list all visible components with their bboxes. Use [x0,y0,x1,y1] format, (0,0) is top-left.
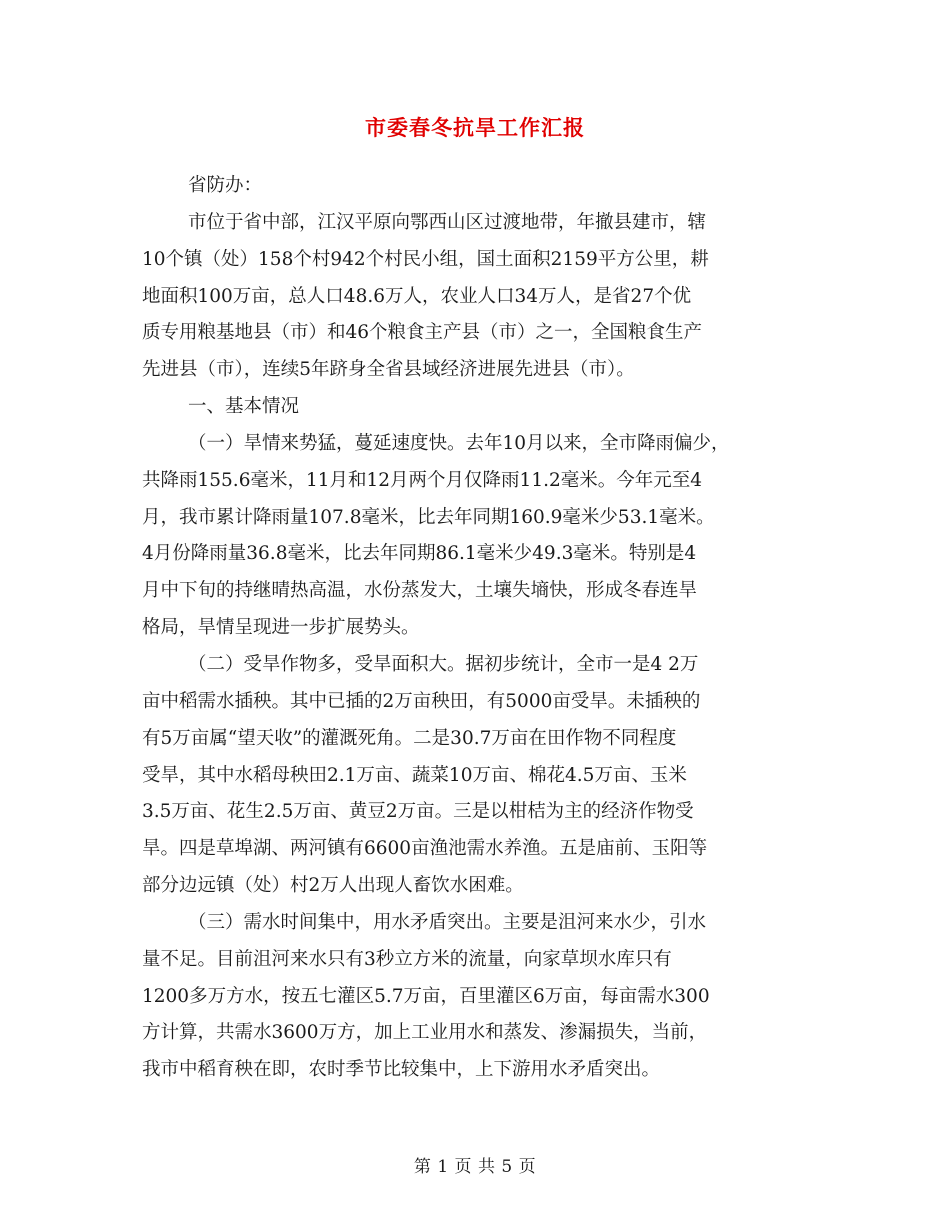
document-title: 市委春冬抗旱工作汇报 [365,116,585,140]
paragraph-line: 月，我市累计降雨量107.8毫米，比去年同期160.9毫米少53.1毫米。 [142,506,715,528]
paragraph-line: 我市中稻育秧在即，农时季节比较集中，上下游用水矛盾突出。 [142,1059,661,1081]
paragraph-line: 1200多万方水，按五七灌区5.7万亩，百里灌区6万亩，每亩需水300 [142,985,710,1007]
paragraph-line: 有5万亩属“望天收”的灌溉死角。二是30.7万亩在田作物不同程度 [142,727,677,749]
paragraph-line: 市位于省中部，江汉平原向鄂西山区过渡地带，年撤县建市，辖 [188,211,707,233]
paragraph-line: 共降雨155.6毫米，11月和12月两个月仅降雨11.2毫米。今年元至4 [142,469,703,491]
paragraph-line: 10个镇（处）158个村942个村民小组，国土面积2159平方公里，耕 [142,248,709,270]
salutation-line: 省防办： [188,175,263,196]
paragraph-line: （一）旱情来势猛，蔓延速度快。去年10月以来，全市降雨偏少， [188,432,730,454]
paragraph-line: 月中下旬的持继晴热高温，水份蒸发大，土壤失墒快，形成冬春连旱 [142,580,698,602]
document-body [142,168,802,1089]
paragraph-line: （三）需水时间集中，用水矛盾突出。主要是沮河来水少，引水 [188,911,707,933]
paragraph-line: 3.5万亩、花生2.5万亩、黄豆2万亩。三是以柑桔为主的经济作物受 [142,801,694,823]
paragraph-line: 先进县（市），连续5年跻身全省县域经济进展先进县（市）。 [142,359,635,381]
paragraph-line: 旱。四是草埠湖、两河镇有6600亩渔池需水养渔。五是庙前、玉阳等 [142,838,708,860]
paragraph-line: 质专用粮基地县（市）和46个粮食主产县（市）之一，全国粮食生产 [142,322,703,344]
page-number-footer: 第 1 页 共 5 页 [413,1157,537,1177]
paragraph-line: （二）受旱作物多，受旱面积大。据初步统计，全市一是4 2万 [188,653,699,675]
paragraph-line: 格局，旱情呈现进一步扩展势头。 [142,617,420,639]
paragraph-line: 方计算，共需水3600万方，加上工业用水和蒸发、渗漏损失，当前， [142,1022,708,1044]
section-heading: 一、基本情况 [188,396,300,418]
paragraph-line: 地面积100万亩，总人口48.6万人，农业人口34万人，是省27个优 [142,285,692,307]
paragraph-line: 部分边远镇（处）村2万人出现人畜饮水困难。 [142,875,524,897]
paragraph-line: 受旱，其中水稻母秧田2.1万亩、蔬菜10万亩、棉花4.5万亩、玉米 [142,764,687,786]
paragraph-line: 亩中稻需水插秧。其中已插的2万亩秧田，有5000亩受旱。未插秧的 [142,690,701,712]
paragraph-line: 量不足。目前沮河来水只有3秒立方米的流量，向家草坝水库只有 [142,948,672,970]
paragraph-line: 4月份降雨量36.8毫米，比去年同期86.1毫米少49.3毫米。特别是4 [142,543,697,565]
